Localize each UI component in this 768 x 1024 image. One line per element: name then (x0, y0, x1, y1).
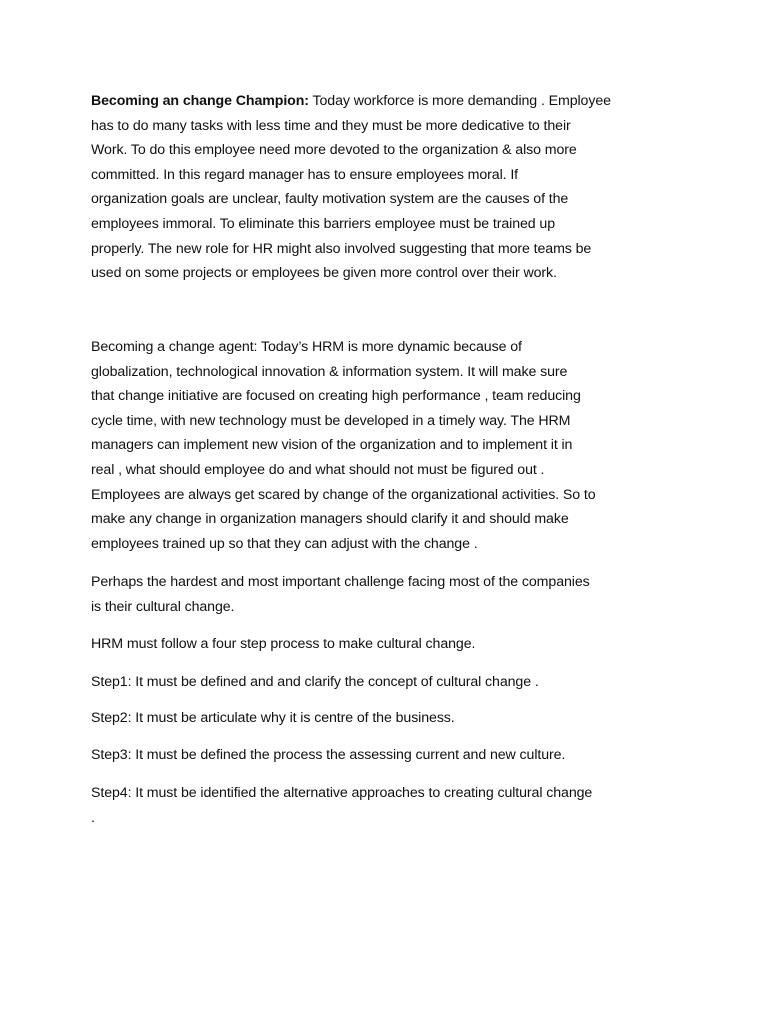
step-text: Step2: It must be articulate why it is centre of the business. (91, 710, 455, 726)
paragraph-heading: Becoming an change Champion: (91, 93, 309, 109)
paragraph-cultural-challenge (91, 570, 691, 619)
paragraph-body: Today workforce is more demanding . Employee has to do many tasks with less time and they must be more dedicative to their Work. To do this employee need more devoted to the organization & also more committed. In this regard manager has to ensure employees moral. If organization goals are unclear, faulty motivation system are the causes of the employees immoral. To eliminate this barriers employee must be trained up properly. The new role for HR might also involved suggesting that more teams be used on some projects or employees be given more control over their work. (91, 93, 611, 282)
paragraph-body: HRM must follow a four step process to make cultural change. (91, 636, 476, 652)
step-text: Step1: It must be defined and and clarify the concept of cultural change . (91, 674, 539, 690)
paragraph-four-step-intro (91, 632, 691, 657)
step-text: Step3: It must be defined the process the assessing current and new culture. (91, 747, 566, 763)
step-3 (91, 743, 691, 768)
step-text: Step4: It must be identified the alternative approaches to creating cultural change . (91, 785, 593, 826)
paragraph-body: Becoming a change agent: Today’s HRM is more dynamic because of globalization, technological innovation & information system. It will make sure that change initiative are focused on creating high performance , team reducing cycle time, with new technology must be developed in a timely way. The HRM managers can implement new vision of the organization and to implement it in real , what should employee do and what should not must be figured out . Employees are always get scared by change of the organizational activities. So to make any change in organization managers should clarify it and should make employees trained up so that they can adjust with the change . (91, 339, 596, 552)
step-4 (91, 781, 691, 830)
step-1 (91, 670, 691, 695)
paragraph-change-champion (91, 89, 691, 286)
paragraph-change-agent (91, 335, 691, 556)
paragraph-body: Perhaps the hardest and most important challenge facing most of the companies is their cultural change. (91, 574, 590, 615)
step-2 (91, 706, 691, 731)
